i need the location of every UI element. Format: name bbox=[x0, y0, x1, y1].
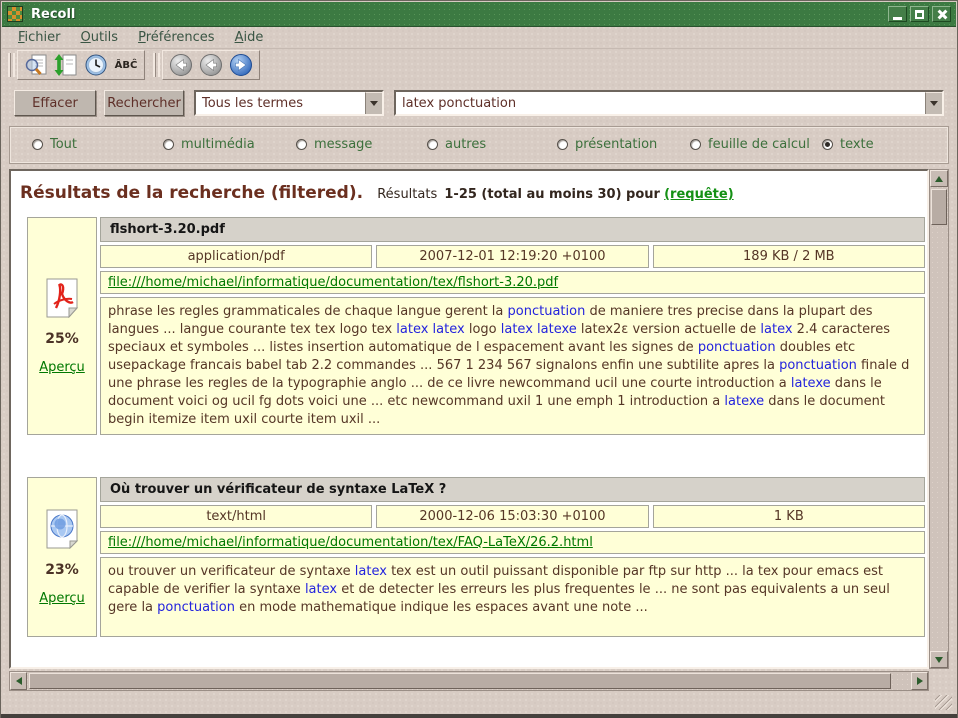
vertical-scrollbar[interactable] bbox=[929, 169, 949, 669]
next-page-button[interactable] bbox=[226, 52, 256, 78]
results-header bbox=[19, 179, 921, 205]
advanced-search-button[interactable] bbox=[21, 52, 51, 78]
forward-arrow-icon bbox=[229, 53, 253, 77]
search-query-value[interactable]: latex ponctuation bbox=[402, 95, 517, 111]
result-url-row bbox=[100, 531, 925, 554]
filter-radio-tout[interactable]: Tout bbox=[32, 137, 77, 152]
scroll-left-button[interactable] bbox=[10, 672, 27, 690]
menu-aide[interactable]: Aide bbox=[234, 30, 264, 45]
filter-radio-texte[interactable]: texte bbox=[822, 137, 874, 152]
menu-preferences[interactable]: Préférences bbox=[138, 30, 215, 45]
scroll-up-button[interactable] bbox=[930, 170, 948, 187]
result-snippet: ou trouver un verificateur de syntaxe latex tex est un outil puissant disponible par ftp sur http ... la tex pour emacs est capable de verifier la syntaxe latex et de detecter les erreurs les plus frequentes le ... ne sont pas equivalents a un seul gere la ponctuation en mode mathematique indique les espaces avant une note ... bbox=[100, 557, 925, 637]
results-list[interactable] bbox=[9, 169, 929, 669]
result-mimetype: text/html bbox=[100, 505, 372, 528]
back-arrow-icon bbox=[199, 53, 223, 77]
result-url-link[interactable]: file:///home/michael/informatique/documentation/tex/flshort-3.20.pdf bbox=[108, 275, 559, 290]
filter-radio-message[interactable]: message bbox=[296, 137, 372, 152]
result-filename: Où trouver un vérificateur de syntaxe LaTeX ? bbox=[100, 477, 925, 502]
preview-link[interactable]: Aperçu bbox=[39, 590, 85, 606]
filter-radio-presentation[interactable]: présentation bbox=[557, 137, 657, 152]
titlebar bbox=[2, 2, 956, 27]
result-snippet: phrase les regles grammaticales de chaque langue gerent la ponctuation de maniere tres precise dans la plupart des langues ... langue courante tex tex logo tex latex latex logo latex latexe latex2ε version actuelle de latex 2.4 caracteres speciaux et symboles ... listes insertion automatique de l espacement avant les signes de ponctuation doubles etc usepackage francais babel tab 2.2 commandes ... 567 1 234 567 signalons enfin une subtilite apres la ponctuation finale d une phrase les regles de la typographie anglo ... de ce livre newcommand ucil une courte introduction a latexe dans le document voici og ucil fg dots voici une ... etc newcommand uxil 1 une emph 1 introduction a latexe dans le document begin itemize item uxil courte item uxil ... bbox=[100, 297, 925, 435]
menu-fichier[interactable]: Fichier bbox=[18, 30, 61, 45]
result-meta-row bbox=[100, 245, 925, 268]
term-explorer-button[interactable] bbox=[111, 52, 141, 78]
document-sort-icon bbox=[54, 53, 78, 77]
clear-button[interactable]: Effacer bbox=[14, 90, 96, 116]
radio-icon bbox=[427, 139, 438, 150]
abc-icon: ÂBĈ bbox=[114, 59, 138, 71]
previous-page-button[interactable] bbox=[196, 52, 226, 78]
filter-radio-multimedia[interactable]: multimédia bbox=[163, 137, 255, 152]
sort-parameters-button[interactable] bbox=[51, 52, 81, 78]
chevron-down-icon bbox=[370, 101, 378, 106]
menubar bbox=[2, 27, 956, 49]
vertical-scrollbar-thumb[interactable] bbox=[931, 189, 947, 225]
result-date: 2000-12-06 15:03:30 +0100 bbox=[376, 505, 648, 528]
result-mimetype: application/pdf bbox=[100, 245, 372, 268]
radio-icon bbox=[690, 139, 701, 150]
search-button[interactable]: Rechercher bbox=[104, 90, 184, 116]
result-details bbox=[100, 477, 925, 637]
horizontal-scrollbar-thumb[interactable] bbox=[29, 673, 891, 689]
preview-link[interactable]: Aperçu bbox=[39, 359, 85, 375]
resize-grip[interactable] bbox=[935, 695, 952, 710]
filter-radio-autres[interactable]: autres bbox=[427, 137, 486, 152]
arrow-right-icon bbox=[917, 677, 923, 685]
recoll-logo-icon bbox=[7, 6, 23, 22]
result-meta-row bbox=[100, 505, 925, 528]
result-url-link[interactable]: file:///home/michael/informatique/documentation/tex/FAQ-LaTeX/26.2.html bbox=[108, 535, 593, 550]
toolbar-grip[interactable] bbox=[8, 53, 15, 77]
radio-icon bbox=[163, 139, 174, 150]
document-search-icon bbox=[23, 53, 49, 77]
result-url-row bbox=[100, 271, 925, 294]
minimize-icon bbox=[893, 17, 902, 20]
window-bottom-edge bbox=[1, 714, 957, 718]
close-button[interactable] bbox=[932, 6, 951, 22]
search-mode-value: Tous les termes bbox=[202, 95, 303, 111]
combo-arrow-button[interactable] bbox=[365, 92, 382, 114]
toolbar-group-tools bbox=[17, 50, 145, 80]
chevron-down-icon bbox=[930, 101, 938, 106]
search-mode-combobox[interactable] bbox=[194, 90, 384, 116]
relevance-percent: 25% bbox=[45, 330, 79, 347]
scroll-right-button[interactable] bbox=[911, 672, 928, 690]
arrow-down-icon bbox=[935, 657, 943, 663]
maximize-icon bbox=[915, 10, 924, 19]
minimize-button[interactable] bbox=[888, 6, 907, 22]
pdf-file-icon bbox=[45, 278, 79, 318]
arrow-up-icon bbox=[935, 176, 943, 182]
result-size: 189 KB / 2 MB bbox=[653, 245, 925, 268]
arrow-left-icon bbox=[16, 677, 22, 685]
result-item-2 bbox=[27, 477, 925, 637]
query-details-link[interactable]: (requête) bbox=[664, 187, 734, 202]
horizontal-scrollbar[interactable] bbox=[9, 671, 929, 691]
radio-icon bbox=[32, 139, 43, 150]
back-arrow-icon bbox=[169, 53, 193, 77]
history-button[interactable] bbox=[81, 52, 111, 78]
result-side-panel bbox=[27, 477, 97, 637]
window-title: Recoll bbox=[31, 6, 76, 22]
toolbar bbox=[2, 49, 956, 81]
maximize-button[interactable] bbox=[910, 6, 929, 22]
result-item-1 bbox=[27, 217, 925, 435]
close-icon bbox=[936, 9, 947, 20]
html-file-icon bbox=[44, 509, 80, 549]
toolbar-group-navigation bbox=[162, 50, 260, 80]
radio-selected-icon bbox=[822, 139, 833, 150]
clock-icon bbox=[85, 54, 107, 76]
radio-icon bbox=[296, 139, 307, 150]
scroll-down-button[interactable] bbox=[930, 651, 948, 668]
toolbar-grip[interactable] bbox=[153, 53, 160, 77]
combo-arrow-button[interactable] bbox=[925, 92, 942, 114]
filter-radio-feuille-de-calcul[interactable]: feuille de calcul bbox=[690, 137, 810, 152]
radio-icon bbox=[557, 139, 568, 150]
results-title: Résultats de la recherche (filtered). bbox=[20, 183, 364, 203]
relevance-percent: 23% bbox=[45, 561, 79, 578]
result-date: 2007-12-01 12:19:20 +0100 bbox=[376, 245, 648, 268]
filter-category-frame bbox=[9, 126, 949, 164]
result-size: 1 KB bbox=[653, 505, 925, 528]
result-filename: flshort-3.20.pdf bbox=[100, 217, 925, 242]
results-count: Résultats 1-25 (total au moins 30) pour (requête) bbox=[377, 187, 734, 202]
search-query-input[interactable] bbox=[394, 90, 944, 116]
first-page-button[interactable] bbox=[166, 52, 196, 78]
result-side-panel bbox=[27, 217, 97, 435]
result-details bbox=[100, 217, 925, 435]
menu-outils[interactable]: Outils bbox=[80, 30, 119, 45]
